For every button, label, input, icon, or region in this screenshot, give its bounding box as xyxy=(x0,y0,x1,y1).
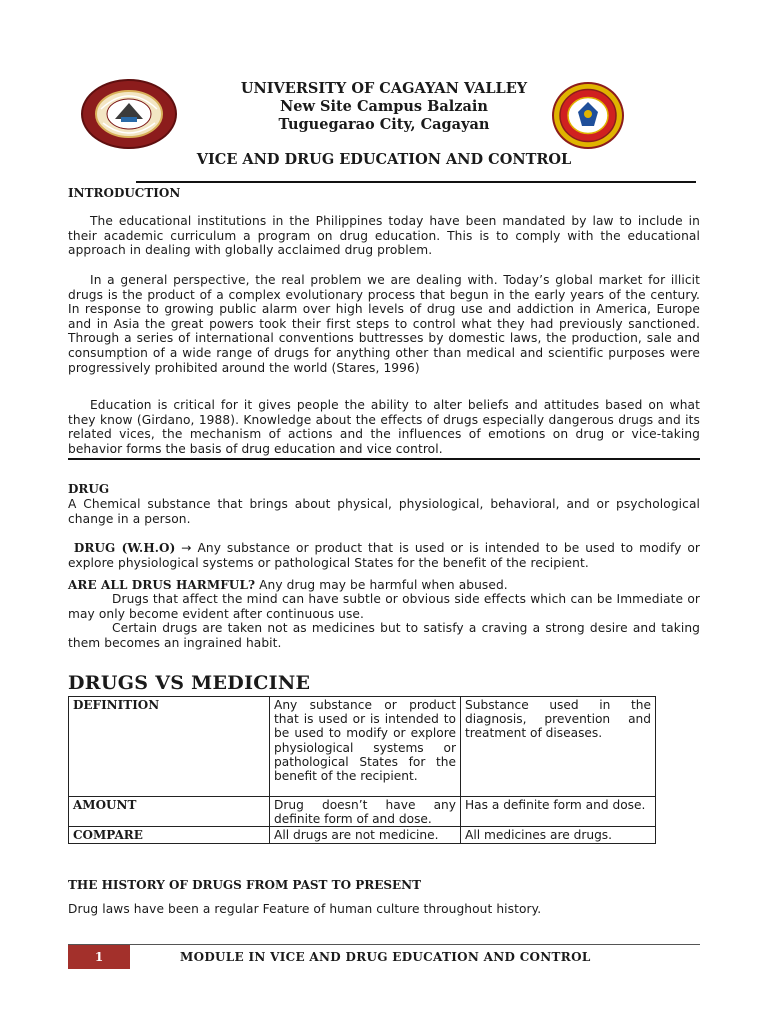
harmful-paragraph-3: Certain drugs are taken not as medicines but to satisfy a craving a strong desire and taking them becomes an ingrained habit. xyxy=(68,621,700,650)
history-text: Drug laws have been a regular Feature of human culture throughout history. xyxy=(68,902,542,916)
table-cell-medicine: Substance used in the diagnosis, prevention and treatment of diseases. xyxy=(461,697,656,797)
table-cell-label: AMOUNT xyxy=(69,797,270,827)
intro-rule xyxy=(68,458,700,460)
history-heading: THE HISTORY OF DRUGS FROM PAST TO PRESENT xyxy=(68,878,422,892)
footer-rule xyxy=(68,944,700,945)
table-row xyxy=(69,697,656,797)
table-cell-drug: Drug doesn’t have any definite form of and dose. xyxy=(270,797,461,827)
footer-module-title: MODULE IN VICE AND DRUG EDUCATION AND CONTROL xyxy=(180,950,591,964)
intro-heading: INTRODUCTION xyxy=(68,186,181,200)
drug-who-text: → Any substance or product that is used or is intended to be used to modify or explore physiological systems or pathological States for the benefit of the recipient. xyxy=(68,541,700,570)
table-row xyxy=(69,827,656,843)
table-row xyxy=(69,797,656,827)
drug-definition: A Chemical substance that brings about physical, physiological, behavioral, and or psychological change in a person. xyxy=(68,497,700,526)
table-cell-drug: Any substance or product that is used or is intended to be used to modify or explore physiological systems or pathological States for the benefit of the recipient. xyxy=(270,697,461,797)
drug-heading: DRUG xyxy=(68,482,110,496)
table-cell-label: DEFINITION xyxy=(69,697,270,797)
table-cell-drug: All drugs are not medicine. xyxy=(270,827,461,843)
table-cell-label: COMPARE xyxy=(69,827,270,843)
drug-who-label: DRUG (W.H.O) xyxy=(73,541,176,555)
harmful-text: Any drug may be harmful when abused. xyxy=(255,578,508,592)
compare-table xyxy=(68,696,656,844)
city-name: Tuguegarao City, Cagayan xyxy=(278,116,490,133)
harmful-paragraph-2: Drugs that affect the mind can have subtle or obvious side effects which can be Immediate or may only become evident after continuous use. xyxy=(68,592,700,621)
compare-heading: DRUGS VS MEDICINE xyxy=(68,672,311,694)
table-cell-medicine: Has a definite form and dose. xyxy=(461,797,656,827)
campus-name: New Site Campus Balzain xyxy=(280,98,488,115)
harmful-paragraph xyxy=(68,578,700,593)
page-number: 1 xyxy=(68,945,130,969)
university-name: UNIVERSITY OF CAGAYAN VALLEY xyxy=(240,80,528,97)
intro-paragraph-2: In a general perspective, the real problem we are dealing with. Today’s global market for illicit drugs is the product of a complex evolutionary process that begun in the early years of the century. In response to growing public alarm over high levels of drug use and addiction in America, Europe and in Asia the great powers took their first steps to control what they had previously sanctioned. Through a series of international conventions buttresses by domestic laws, the production, sale and consumption of a wide range of drugs for anything other than medical and scientific purposes were progressively prohibited around the world (Stares, 1996) xyxy=(68,273,700,375)
drug-who-paragraph xyxy=(68,541,700,570)
harmful-label: ARE ALL DRUS HARMFUL? xyxy=(68,578,256,592)
course-title: VICE AND DRUG EDUCATION AND CONTROL xyxy=(196,151,572,168)
table-cell-medicine: All medicines are drugs. xyxy=(461,827,656,843)
intro-paragraph-3: Education is critical for it gives people the ability to alter beliefs and attitudes based on what they know (Girdano, 1988). Knowledge about the effects of drugs especially dangerous drugs and its related vices, the mechanism of actions and the influences of emotions on drug or vice-taking behavior forms the basis of drug education and vice control. xyxy=(68,398,700,456)
intro-paragraph-1: The educational institutions in the Philippines today have been mandated by law to include in their academic curriculum a program on drug education. This is to comply with the educational approach in dealing with globally acclaimed drug problem. xyxy=(68,214,700,258)
header-rule xyxy=(136,181,696,183)
